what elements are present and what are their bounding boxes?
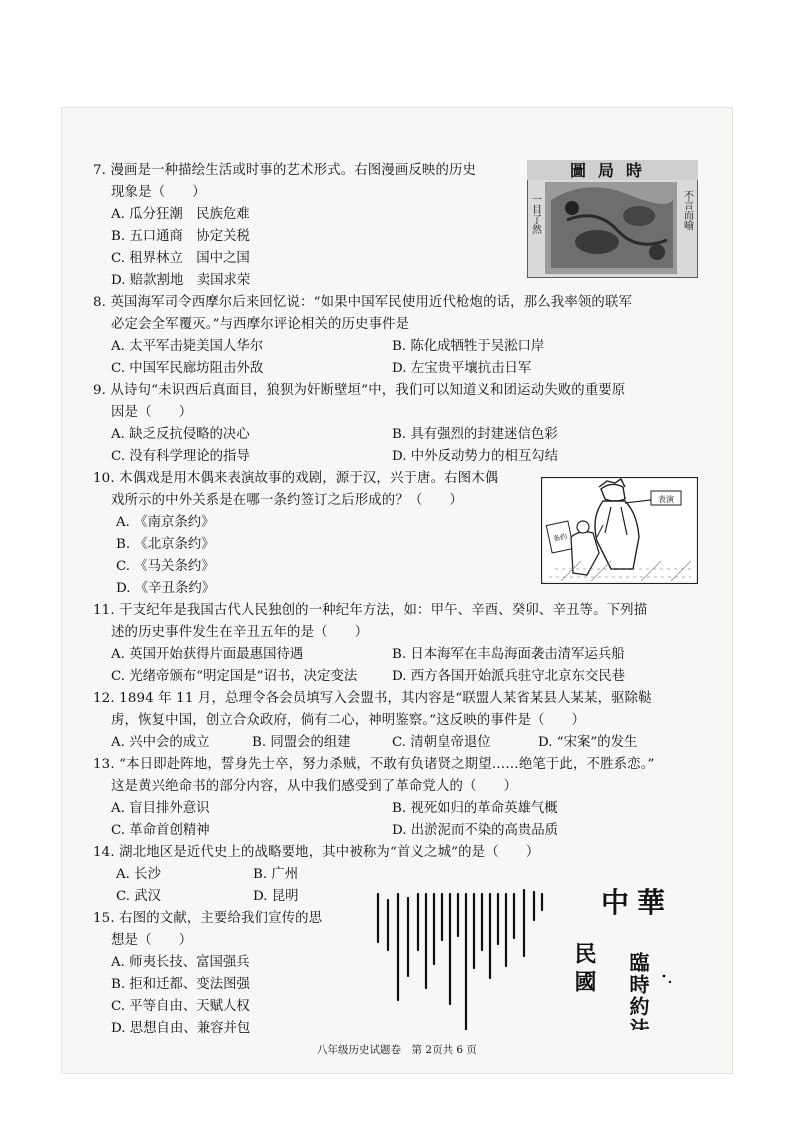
q8-option-a[interactable]: A. 太平军击毙美国人华尔 (111, 339, 264, 354)
q9-stem-line-2: 因是（ ） (111, 405, 193, 420)
q9-option-a[interactable]: A. 缺乏反抗侵略的决心 (111, 427, 250, 442)
q9-option-c[interactable]: C. 没有科学理论的指导 (111, 449, 250, 464)
q7-cartoon-left-caption: 一目了然 (529, 194, 541, 234)
q15-title-top: 中華 (601, 886, 674, 919)
q8-option-b[interactable]: B. 陈化成牺牲于吴淞口岸 (392, 339, 545, 354)
q15-constitution-figure (366, 880, 686, 1030)
q11-option-c[interactable]: C. 光绪帝颁布“明定国是”诏书，决定变法 (111, 669, 358, 684)
q7-cartoon-right-caption: 不言而喻 (681, 190, 693, 230)
q13-option-c[interactable]: C. 革命首创精神 (111, 823, 210, 838)
q10-option-d[interactable]: D. 《辛丑条约》 (116, 581, 216, 596)
q13-stem-line-2: 这是黄兴绝命书的部分内容，从中我们感受到了革命党人的（ ） (111, 779, 518, 794)
q10-puppet-label-1: 表演 (658, 495, 674, 504)
q12-option-d[interactable]: D. “宋案”的发生 (538, 735, 638, 750)
q9-stem-line-1: 9. 从诗句“未识西后真面目，狼狈为奸断壁垣”中，我们可以知道义和团运动失败的重要原 (93, 383, 626, 398)
q14-option-c[interactable]: C. 武汉 (116, 889, 162, 904)
q13-stem-line-1: 13. “本日即赴阵地，誓身先士卒，努力杀贼，不敢有负诸贤之期望……绝笔于此，不胜系恋。” (93, 757, 655, 772)
q15-option-a[interactable]: A. 师夷长技、富国强兵 (111, 955, 250, 970)
q7-cartoon-figure (527, 160, 698, 278)
q12-option-c[interactable]: C. 清朝皇帝退位 (392, 735, 491, 750)
q9-option-d[interactable]: D. 中外反动势力的相互勾结 (392, 449, 559, 464)
q11-stem-line-2: 述的历史事件发生在辛丑五年的是（ ） (111, 625, 369, 640)
q7-stem-line-2: 现象是（ ） (111, 185, 206, 200)
q15-option-c[interactable]: C. 平等自由、天赋人权 (111, 999, 250, 1014)
q10-puppet-label-2: 条约 (552, 532, 568, 544)
q11-option-b[interactable]: B. 日本海军在丰岛海面袭击清军运兵船 (392, 647, 625, 662)
q15-document-text-columns (378, 890, 542, 1030)
q13-option-d[interactable]: D. 出淤泥而不染的高贵品质 (392, 823, 559, 838)
q15-title-main: 臨時約法 (626, 952, 650, 1030)
q8-option-d[interactable]: D. 左宝贵平壤抗击日军 (392, 361, 532, 376)
page-footer: 八年级历史试题卷 第 2页共 6 页 (317, 1044, 477, 1056)
q11-option-d[interactable]: D. 西方各国开始派兵驻守北京东交民巷 (392, 669, 626, 684)
q8-stem-line-1: 8. 英国海军司令西摩尔后来回忆说：“如果中国军民使用近代枪炮的话，那么我率领的联军 (93, 295, 633, 310)
q10-option-a[interactable]: A. 《南京条约》 (116, 515, 215, 530)
q15-title-side: 民國 (571, 942, 597, 998)
q15-option-b[interactable]: B. 拒和迁都、变法图强 (111, 977, 250, 992)
q7-stem-line-1: 7. 漫画是一种描绘生活或时事的艺术形式。右图漫画反映的历史 (93, 163, 477, 178)
q10-stem-line-1: 10. 木偶戏是用木偶来表演故事的戏剧，源于汉，兴于唐。右图木偶 (93, 471, 499, 486)
q12-option-a[interactable]: A. 兴中会的成立 (111, 735, 210, 750)
q11-option-a[interactable]: A. 英国开始获得片面最惠国待遇 (111, 647, 304, 662)
q12-stem-line-1: 12. 1894 年 11 月，总理令各会员填写入会盟书，其内容是“联盟人某省某县人某某，驱除鞑 (93, 691, 652, 706)
q15-option-d[interactable]: D. 思想自由、兼容并包 (111, 1021, 251, 1036)
q7-option-b[interactable]: B. 五口通商 协定关税 (111, 229, 250, 244)
q12-stem-line-2: 虏，恢复中国，创立合众政府，倘有二心，神明鉴察。”这反映的事件是（ ） (111, 713, 586, 728)
q9-option-b[interactable]: B. 具有强烈的封建迷信色彩 (392, 427, 558, 442)
q8-option-c[interactable]: C. 中国军民廊坊阻击外敌 (111, 361, 264, 376)
q11-stem-line-1: 11. 干支纪年是我国古代人民独创的一种纪年方法，如：甲午、辛酉、癸卯、辛丑等。下列描 (93, 603, 648, 618)
q14-option-d[interactable]: D. 昆明 (253, 889, 299, 904)
q8-stem-line-2: 必定会全军覆灭。”与西摩尔评论相关的历史事件是 (111, 317, 410, 332)
q10-puppet-figure (541, 477, 698, 584)
q7-cartoon-title: 圖局時 (569, 161, 655, 180)
q15-stem-line-2: 想是（ ） (111, 933, 193, 948)
q13-option-b[interactable]: B. 视死如归的革命英雄气概 (392, 801, 558, 816)
q13-option-a[interactable]: A. 盲目排外意识 (111, 801, 210, 816)
q12-option-b[interactable]: B. 同盟会的组建 (252, 735, 351, 750)
q10-option-c[interactable]: C. 《马关条约》 (116, 559, 215, 574)
q10-stem-line-2: 戏所示的中外关系是在哪一条约签订之后形成的？（ ） (111, 493, 464, 508)
q14-option-a[interactable]: A. 长沙 (116, 867, 161, 882)
q14-option-b[interactable]: B. 广州 (253, 867, 299, 882)
q15-stem-line-1: 15. 右图的文献，主要给我们宣传的思 (93, 911, 323, 926)
q7-option-a[interactable]: A. 瓜分狂潮 民族危难 (111, 207, 250, 222)
q10-option-b[interactable]: B. 《北京条约》 (116, 537, 215, 552)
q7-option-c[interactable]: C. 租界林立 国中之国 (111, 251, 250, 266)
q14-stem-line-1: 14. 湖北地区是近代史上的战略要地，其中被称为“首义之城”的是（ ） (93, 845, 540, 860)
q7-option-d[interactable]: D. 赔款割地 卖国求荣 (111, 273, 251, 288)
